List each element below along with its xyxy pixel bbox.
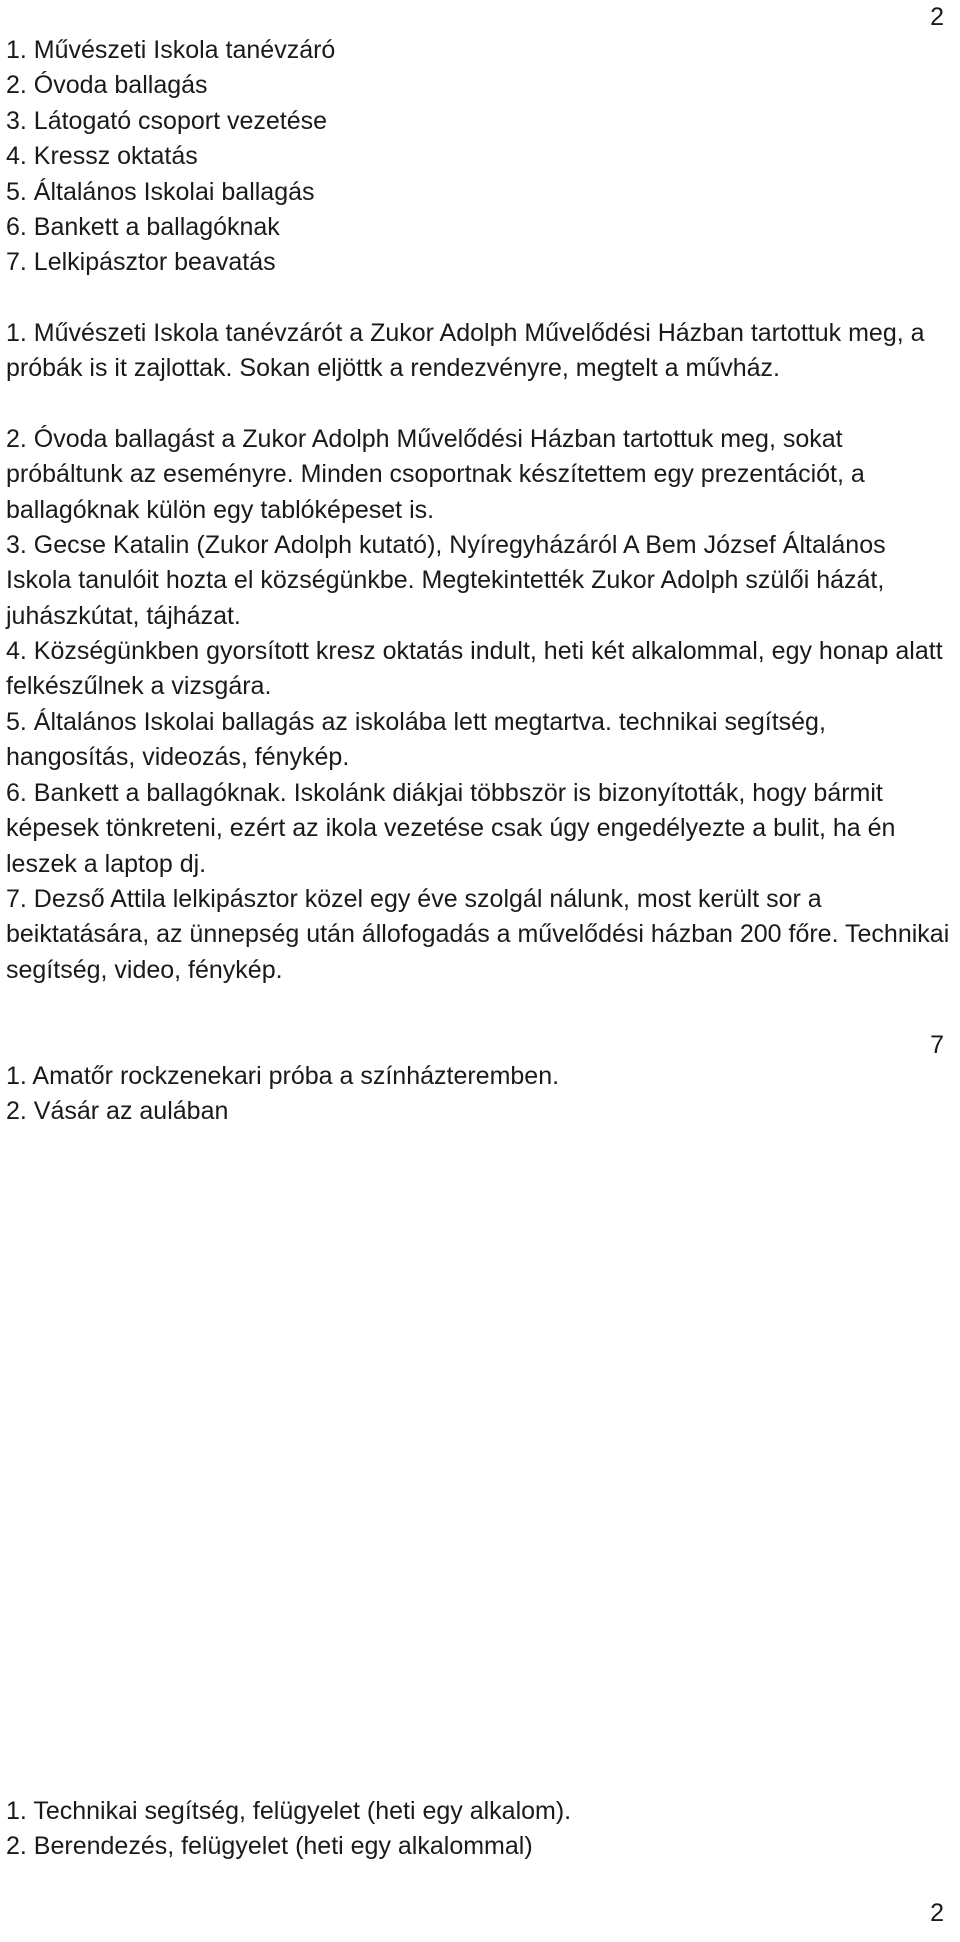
detail-paragraph: 6. Bankett a ballagóknak. Iskolánk diákjai többször is bizonyították, hogy bármit képesek tönkreteni, ezért az ikola vezetése csak úgy engedélyezte a bulit, ha én leszek a laptop dj. [6, 779, 896, 878]
list-item: 2. Óvoda ballagás [6, 71, 208, 100]
list-item: 2. Berendezés, felügyelet (heti egy alkalommal) [6, 1832, 533, 1861]
list-item: 7. Lelkipásztor beavatás [6, 248, 276, 277]
page-number-top: 2 [930, 3, 944, 31]
event-list [6, 33, 940, 281]
page-number-bottom: 2 [930, 1899, 944, 1927]
detail-paragraph: 1. Művészeti Iskola tanévzárót a Zukor Adolph Művelődési Házban tartottuk meg, a próbák is it zajlottak. Sokan eljöttk a rendezvényre, megtelt a művház. [6, 319, 925, 383]
detail-paragraph: 3. Gecse Katalin (Zukor Adolph kutató), Nyíregyházáról A Bem József Általános Iskola tanulóit hozta el községünkbe. Megtekintették Zukor Adolph szülői házát, juhászkútat, tájházat. [6, 531, 886, 630]
list-item: 3. Látogató csoport vezetése [6, 106, 328, 135]
list-item: 6. Bankett a ballagóknak [6, 213, 280, 242]
event-list-3 [6, 1794, 940, 1865]
detail-paragraph: 4. Községünkben gyorsított kresz oktatás indult, heti két alkalommal, egy honap alatt felkészűlnek a vizsgára. [6, 637, 943, 701]
detail-paragraph: 5. Általános Iskolai ballagás az iskolába lett megtartva. technikai segítség, hangosítás, videozás, fénykép. [6, 708, 826, 772]
detail-paragraph: 2. Óvoda ballagást a Zukor Adolph Művelődési Házban tartottuk meg, sokat próbáltunk az eseményre. Minden csoportnak készítettem egy prezentációt, a ballagóknak külön egy tablóképeset is. [6, 425, 865, 524]
list-item: 4. Kressz oktatás [6, 142, 198, 171]
section-number: 7 [930, 1031, 944, 1059]
list-item: 1. Amatőr rockzenekari próba a színházteremben. [6, 1062, 560, 1090]
list-item: 1. Technikai segítség, felügyelet (heti egy alkalom). [6, 1797, 572, 1825]
detail-paragraph: 7. Dezső Attila lelkipásztor közel egy éve szolgál nálunk, most került sor a beiktatására, az ünnepség után állofogadás a művelődési házban 200 főre. Technikai segítség, video, fénykép. [6, 885, 950, 984]
list-item: 1. Művészeti Iskola tanévzáró [6, 36, 336, 64]
list-item: 5. Általános Iskolai ballagás [6, 177, 315, 206]
event-list-2 [6, 1059, 940, 1130]
list-item: 2. Vásár az aulában [6, 1097, 229, 1126]
